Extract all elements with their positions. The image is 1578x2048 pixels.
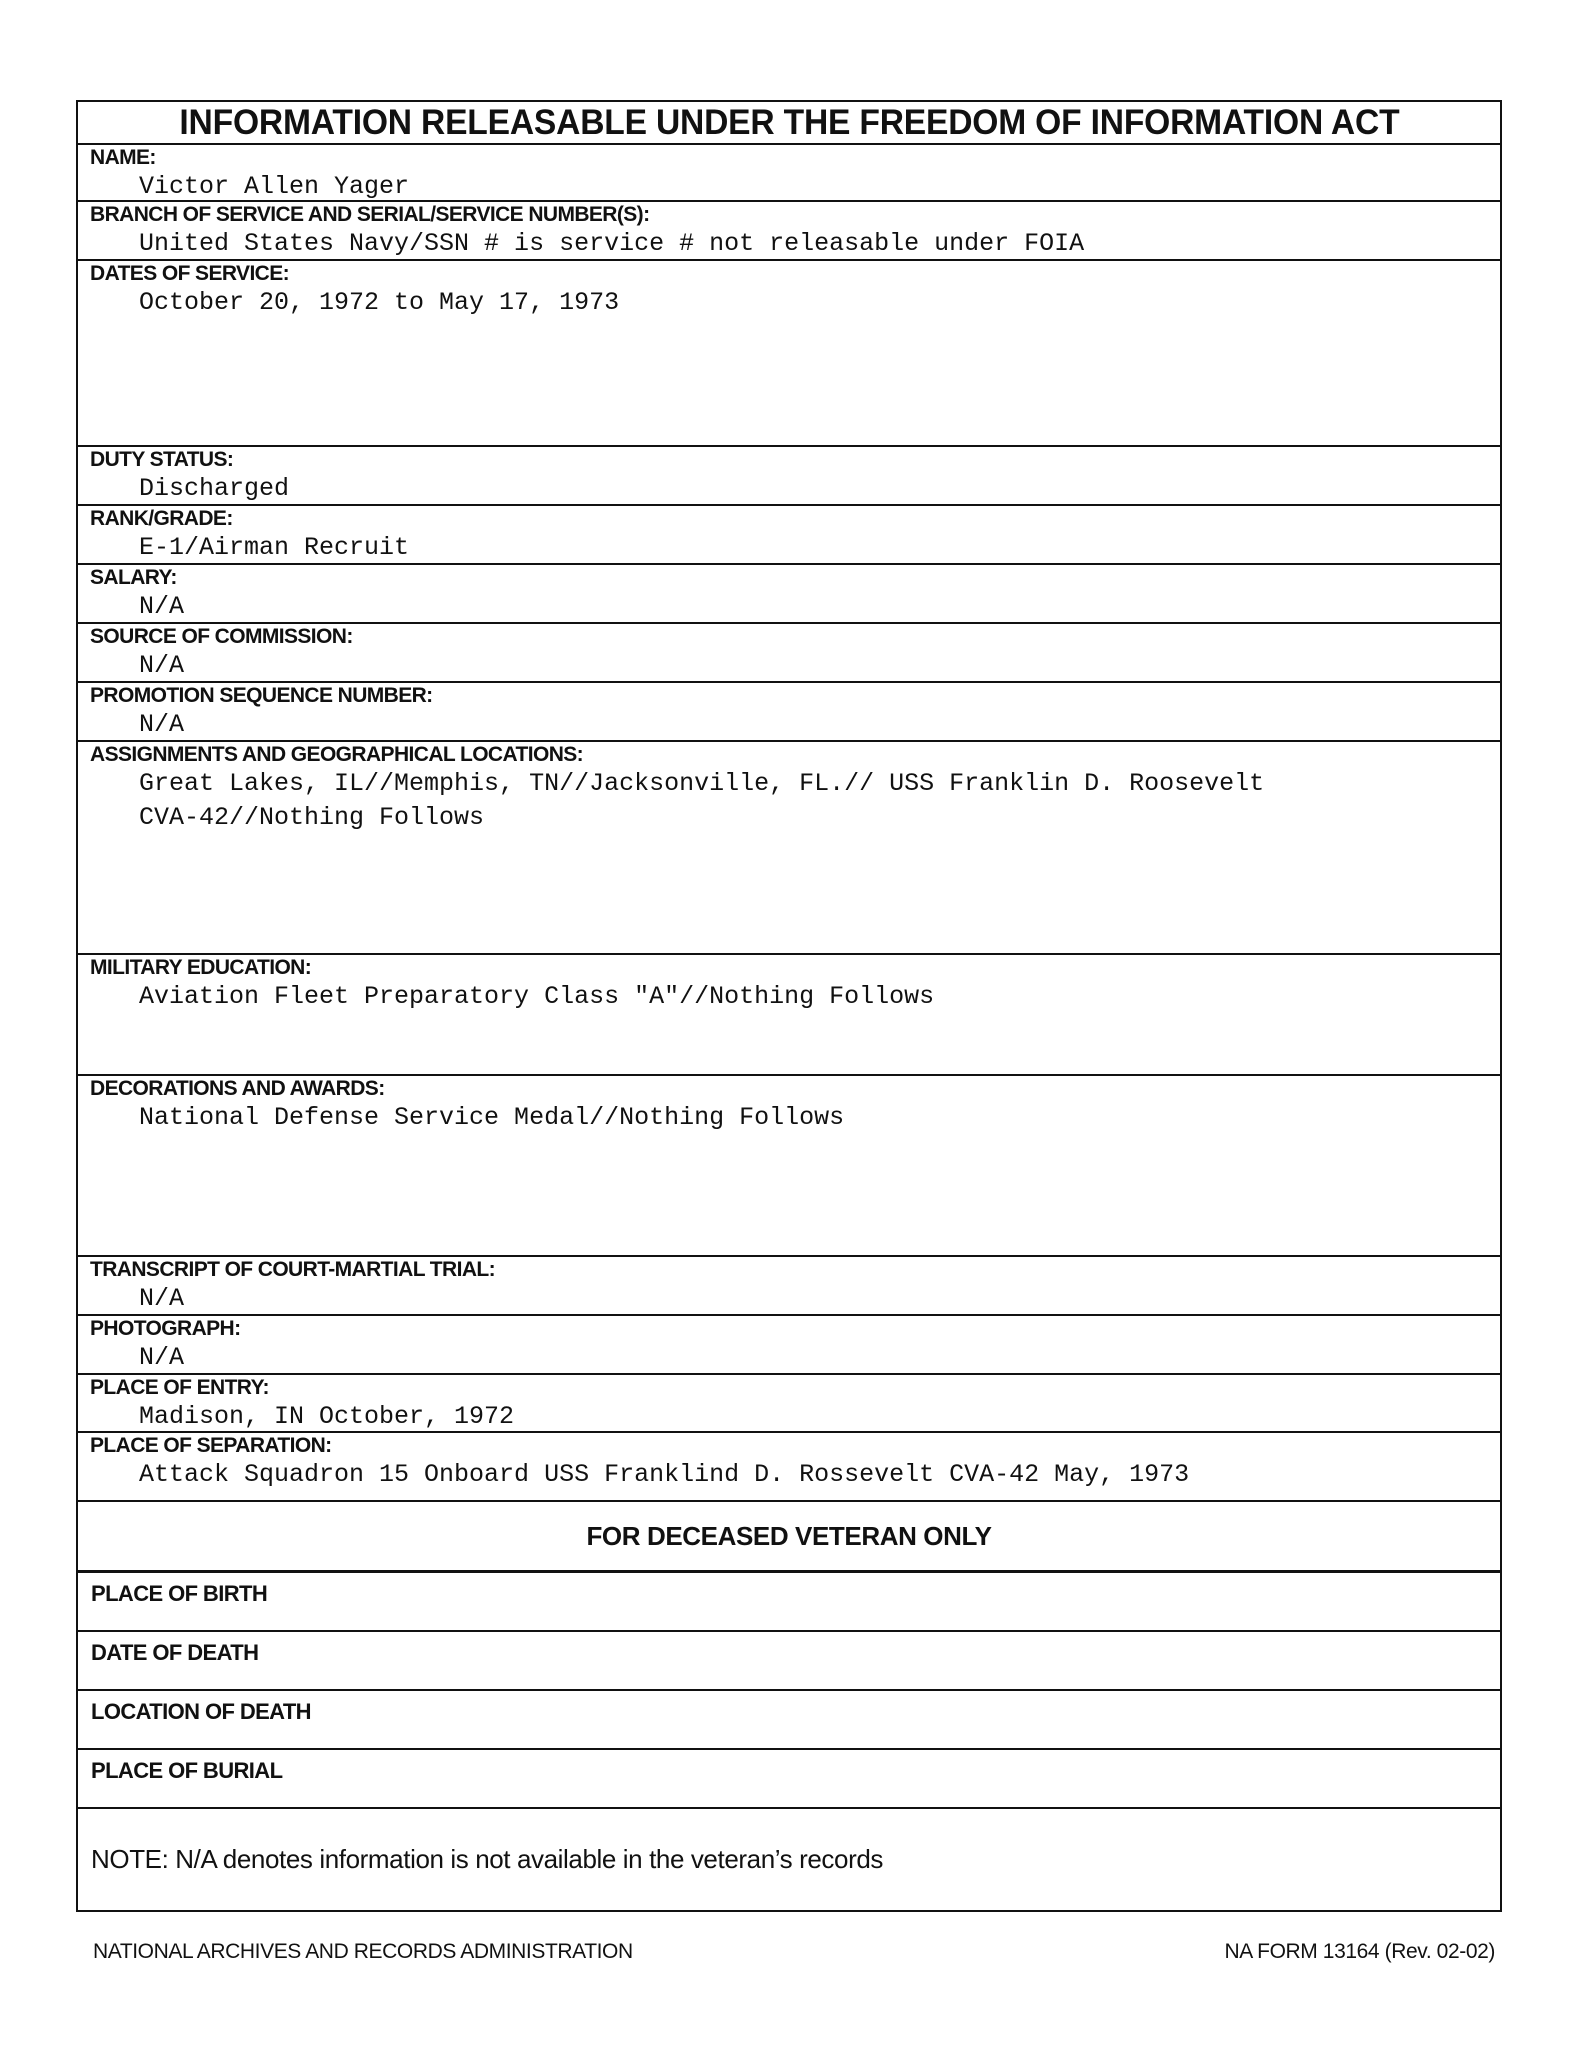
field-name [78,145,1500,202]
form-footer [93,1940,1495,1964]
field-value: N/A [139,1284,185,1313]
agency-name: NATIONAL ARCHIVES AND RECORDS ADMINISTRATION [93,1940,633,1963]
note-text: NOTE: N/A denotes information is not available in the veteran’s records [91,1844,883,1874]
field-label: DATES OF SERVICE: [90,262,290,285]
field-label: MILITARY EDUCATION: [90,956,312,979]
form-number: NA FORM 13164 (Rev. 02-02) [1224,1940,1495,1963]
field-label: ASSIGNMENTS AND GEOGRAPHICAL LOCATIONS: [90,743,584,766]
form-title-row [78,102,1500,145]
field-value: Discharged [139,474,290,503]
field-place-of-separation [78,1433,1500,1500]
field-value: United States Navy/SSN # is service # not releasable under FOIA [139,229,1085,258]
field-rank-grade [78,506,1500,565]
form-title: INFORMATION RELEASABLE UNDER THE FREEDOM OF INFORMATION ACT [178,102,1399,142]
field-label: TRANSCRIPT OF COURT-MARTIAL TRIAL: [90,1258,496,1281]
field-value: N/A [139,1343,185,1372]
field-label: LOCATION OF DEATH [91,1699,311,1724]
field-value: Attack Squadron 15 Onboard USS Franklind D. Rossevelt CVA-42 May, 1973 [139,1460,1190,1489]
form-box [76,100,1502,1912]
deceased-section-header [78,1500,1500,1573]
field-value: Victor Allen Yager [139,172,410,201]
field-military-education [78,955,1500,1076]
field-label: DATE OF DEATH [91,1640,259,1665]
field-value: Madison, IN October, 1972 [139,1402,515,1431]
field-label: PLACE OF ENTRY: [90,1376,269,1399]
field-label: PHOTOGRAPH: [90,1317,241,1340]
field-court-martial-transcript [78,1257,1500,1316]
field-label: SALARY: [90,566,177,589]
field-value: E-1/Airman Recruit [139,533,410,562]
field-salary [78,565,1500,624]
field-value: Aviation Fleet Preparatory Class "A"//Nothing Follows [139,982,935,1011]
field-label: PLACE OF SEPARATION: [90,1434,332,1457]
field-label: PROMOTION SEQUENCE NUMBER: [90,684,433,707]
field-source-of-commission [78,624,1500,683]
field-value: N/A [139,651,185,680]
field-promotion-sequence-number [78,683,1500,742]
field-place-of-burial [78,1750,1500,1809]
field-label: DUTY STATUS: [90,448,234,471]
field-place-of-birth [78,1573,1500,1632]
field-branch-of-service [78,202,1500,261]
note-row [78,1809,1500,1912]
field-assignments [78,742,1500,955]
field-label: DECORATIONS AND AWARDS: [90,1077,385,1100]
deceased-section-title: FOR DECEASED VETERAN ONLY [586,1520,992,1551]
foia-form [76,100,1502,1912]
field-value: N/A [139,710,185,739]
field-value: October 20, 1972 to May 17, 1973 [139,288,620,317]
field-photograph [78,1316,1500,1375]
field-dates-of-service [78,261,1500,447]
field-label: NAME: [90,146,156,169]
field-label: PLACE OF BURIAL [91,1758,283,1783]
field-date-of-death [78,1632,1500,1691]
field-label: RANK/GRADE: [90,507,233,530]
field-value: National Defense Service Medal//Nothing Follows [139,1103,845,1132]
field-decorations-and-awards [78,1076,1500,1257]
field-value: N/A [139,592,185,621]
field-value: Great Lakes, IL//Memphis, TN//Jacksonville, FL.// USS Franklin D. Roosevelt CVA-42//Nothing Follows [139,769,1265,832]
field-label: SOURCE OF COMMISSION: [90,625,353,648]
field-duty-status [78,447,1500,506]
field-place-of-entry [78,1375,1500,1433]
field-label: BRANCH OF SERVICE AND SERIAL/SERVICE NUMBER(S): [90,203,650,226]
field-label: PLACE OF BIRTH [91,1581,268,1606]
field-location-of-death [78,1691,1500,1750]
